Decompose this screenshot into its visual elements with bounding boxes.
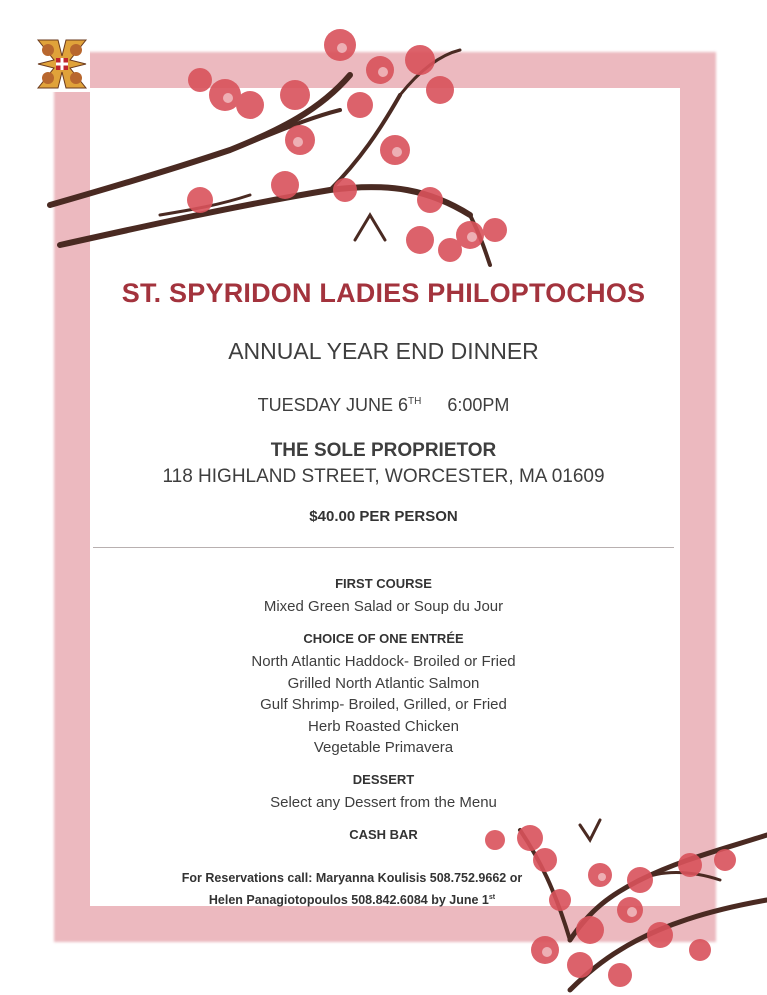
- reservation-date-suffix: st: [488, 894, 496, 901]
- reservation-info: [142, 868, 562, 910]
- venue-address: 118 HIGHLAND STREET, WORCESTER, MA 01609: [162, 466, 605, 487]
- first-course-list: [0, 596, 767, 618]
- menu-item: Gulf Shrimp- Broiled, Grilled, or Fried: [260, 696, 507, 713]
- flyer-title: ST. SPYRIDON LADIES PHILOPTOCHOS: [121, 278, 646, 308]
- menu-item: Vegetable Primavera: [313, 739, 454, 756]
- reservation-line-2: [142, 888, 562, 910]
- event-day: TUESDAY JUNE 6: [257, 395, 408, 415]
- divider: [93, 547, 674, 548]
- menu-item: Herb Roasted Chicken: [308, 717, 459, 735]
- event-time: 6:00PM: [447, 395, 510, 415]
- menu-item: North Atlantic Haddock- Broiled or Fried: [251, 653, 516, 670]
- cash-bar-heading: CASH BAR: [349, 827, 418, 842]
- dessert-heading: DESSERT: [352, 772, 415, 787]
- entree-heading: CHOICE OF ONE ENTRÉE: [303, 631, 464, 646]
- menu-item: Grilled North Atlantic Salmon: [287, 674, 480, 692]
- menu-item: Select any Dessert from the Menu: [270, 794, 497, 811]
- event-subtitle: ANNUAL YEAR END DINNER: [228, 338, 539, 364]
- event-datetime: [0, 395, 767, 416]
- reservation-line-2-text: Helen Panagiotopoulos 508.842.6084 by June 1: [208, 893, 489, 908]
- first-course-heading: FIRST COURSE: [335, 576, 432, 591]
- menu-item: Mixed Green Salad or Soup du Jour: [263, 598, 504, 615]
- ticket-price: $40.00 PER PERSON: [309, 508, 458, 525]
- dessert-list: [0, 792, 767, 814]
- venue-name: THE SOLE PROPRIETOR: [270, 440, 497, 461]
- reservation-line-1: For Reservations call: Maryanna Koulisis 508.752.9662 or: [181, 871, 523, 885]
- entree-list: [0, 651, 767, 759]
- event-day-suffix: TH: [407, 396, 422, 407]
